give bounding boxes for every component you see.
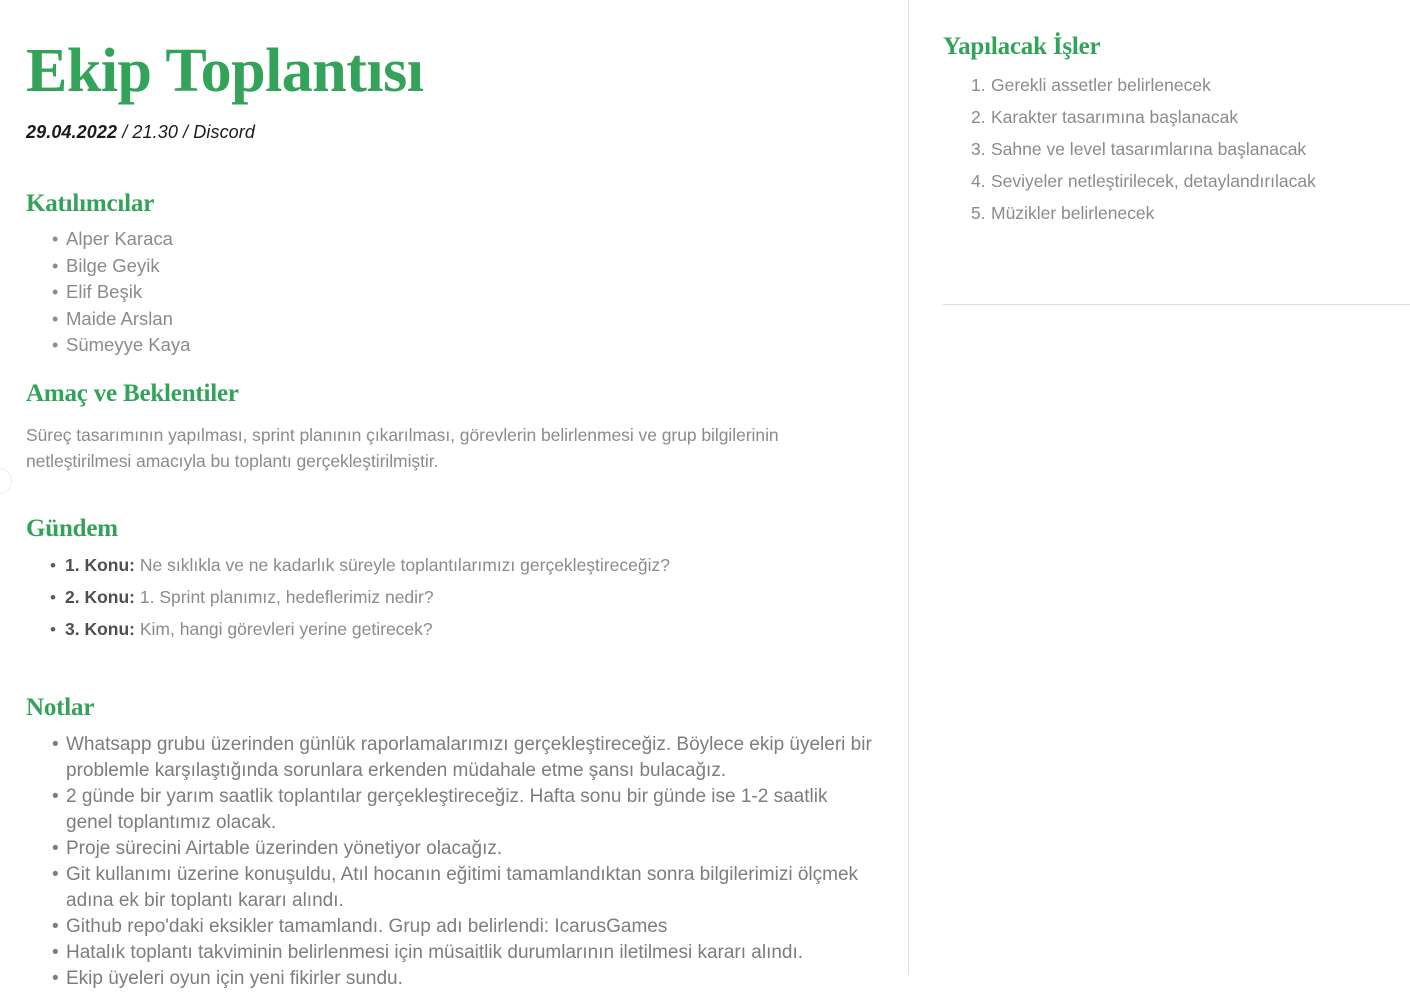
list-item: • Maide Arslan xyxy=(52,306,874,333)
meta-separator-2: / xyxy=(177,122,194,142)
list-item: • Alper Karaca xyxy=(52,226,874,253)
agenda-item-label: 2. Konu: xyxy=(65,586,135,607)
agenda-list xyxy=(26,543,874,651)
list-item xyxy=(50,587,874,619)
note-text: Hatalık toplantı takviminin belirlenmesi için müsaitlik durumlarının iletilmesi kararı alındı. xyxy=(66,941,804,963)
bullet-icon: • xyxy=(52,733,59,755)
sidebar-column xyxy=(909,0,1410,975)
list-item xyxy=(52,784,874,836)
bullet-icon: • xyxy=(52,967,59,989)
purpose-paragraph: Süreç tasarımının yapılması, sprint planının çıkarılması, görevlerin belirlenmesi ve grup bilgilerinin netleştirilmesi amacıyla bu toplantı gerçekleştirilmiştir. xyxy=(26,424,779,471)
note-text: Github repo'daki eksikler tamamlandı. Grup adı belirlendi: IcarusGames xyxy=(66,915,668,937)
note-text: Ekip üyeleri oyun için yeni fikirler sundu. xyxy=(66,967,403,989)
list-item: Müzikler belirlenecek xyxy=(991,203,1155,223)
note-text: Whatsapp grubu üzerinden günlük raporlamalarımızı gerçekleştireceğiz. Böylece ekip üyeleri bir problemle karşılaştığında sorunlara erkenden müdahale etme şansı bulacağız. xyxy=(66,733,872,781)
section-heading-participants: Katılımcılar xyxy=(26,190,155,217)
section-heading-purpose: Amaç ve Beklentiler xyxy=(26,379,239,407)
bullet-icon: • xyxy=(52,785,59,807)
list-item xyxy=(52,862,874,914)
agenda-item-label: 1. Konu: xyxy=(65,554,135,575)
list-item: Karakter tasarımına başlanacak xyxy=(991,107,1239,127)
meeting-time: 21.30 xyxy=(132,122,178,142)
list-item: • Elif Beşik xyxy=(52,279,874,306)
list-item xyxy=(50,619,874,651)
notes-list xyxy=(26,722,874,992)
bullet-icon: • xyxy=(52,915,59,937)
meeting-platform: Discord xyxy=(193,122,255,142)
list-item: Sahne ve level tasarımlarına başlanacak xyxy=(991,139,1307,159)
participants-list xyxy=(26,218,874,359)
list-item xyxy=(52,966,874,992)
agenda-item-text: 1. Sprint planımız, hedeflerimiz nedir? xyxy=(135,586,434,607)
note-text: Git kullanımı üzerine konuşuldu, Atıl hocanın eğitimi tamamlandıktan sonra bilgilerimizi ölçmek adına ek bir toplantı kararı alındı. xyxy=(66,863,859,911)
meta-separator-1: / xyxy=(117,122,133,142)
list-item xyxy=(52,732,874,784)
section-heading-notes: Notlar xyxy=(26,693,95,721)
list-item: Gerekli assetler belirlenecek xyxy=(991,75,1211,95)
list-item: • Sümeyye Kaya xyxy=(52,332,874,359)
todo-list xyxy=(943,61,1398,229)
section-heading-agenda: Gündem xyxy=(26,514,118,542)
list-item: • Bilge Geyik xyxy=(52,253,874,280)
bullet-icon: • xyxy=(52,863,59,885)
note-text: 2 günde bir yarım saatlik toplantılar gerçekleştireceğiz. Hafta sonu bir günde ise 1-2 saatlik genel toplantımız olacak. xyxy=(66,785,828,833)
list-item xyxy=(52,914,874,940)
list-item xyxy=(52,940,874,966)
sidebar-horizontal-rule xyxy=(943,304,1410,305)
sidebar-heading-todo: Yapılacak İşler xyxy=(943,33,1101,60)
meeting-meta-line xyxy=(26,102,874,143)
list-item xyxy=(50,555,874,587)
page-title: Ekip Toplantısı xyxy=(26,37,424,105)
bullet-icon: • xyxy=(52,941,59,963)
meeting-date: 29.04.2022 xyxy=(26,122,118,142)
agenda-item-label: 3. Konu: xyxy=(65,618,135,639)
list-item xyxy=(52,836,874,862)
agenda-item-text: Ne sıklıkla ve ne kadarlık süreyle toplantılarımızı gerçekleştireceğiz? xyxy=(135,554,670,575)
list-item: Seviyeler netleştirilecek, detaylandırılacak xyxy=(991,171,1316,191)
note-text: Proje sürecini Airtable üzerinden yönetiyor olacağız. xyxy=(66,837,503,859)
agenda-item-text: Kim, hangi görevleri yerine getirecek? xyxy=(135,618,433,639)
bullet-icon: • xyxy=(52,837,59,859)
